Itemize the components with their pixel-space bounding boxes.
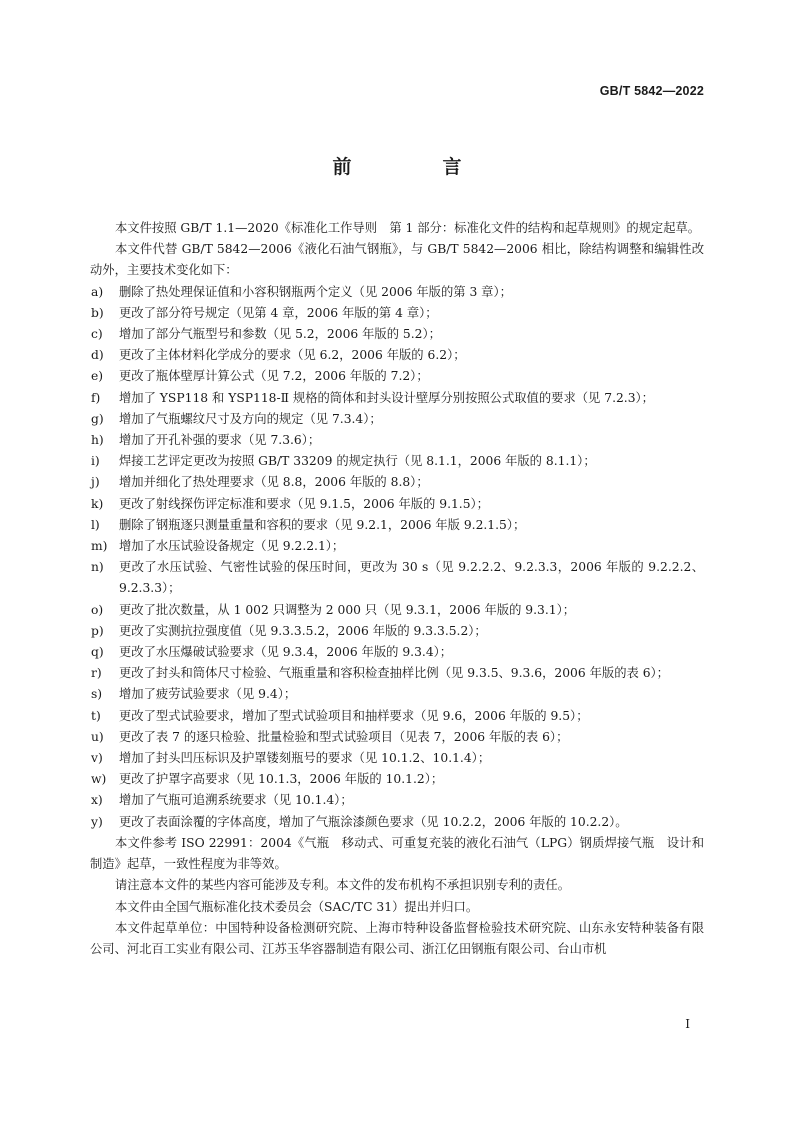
change-list [90,282,704,833]
change-item-label: p) [91,623,104,638]
change-item-label: i) [91,454,100,469]
paragraph: 请注意本文件的某些内容可能涉及专利。本文件的发布机构不承担识别专利的责任。 [115,878,570,893]
change-item-text: 增加了水压试验设备规定（见 9.2.2.1）； [119,539,345,554]
change-item-text: 增加了疲劳试验要求（见 9.4）； [119,687,297,702]
change-item-text: 增加了封头凹压标识及护罩镂刻瓶号的要求（见 10.1.2、10.1.4）； [119,751,491,766]
change-item [90,494,704,515]
change-item [90,472,704,493]
change-item-text: 增加了气瓶可追溯系统要求（见 10.1.4）； [119,793,353,808]
standard-code: GB/T 5842—2022 [599,84,704,98]
change-item-text: 增加了 YSP118 和 YSP118-Ⅱ 规格的筒体和封头设计壁厚分别按照公式取值的要求（见 7.2.3）； [119,390,654,405]
change-item [90,282,704,303]
change-item-text: 更改了表面涂覆的字体高度，增加了气瓶涂漆颜色要求（见 10.2.2，2006 年版的 10.2.2）。 [119,814,628,829]
change-item-label: d) [91,348,104,363]
change-item-label: o) [91,602,104,617]
change-item [90,790,704,811]
change-item-label: v) [91,751,103,766]
change-item-text: 更改了射线探伤评定标准和要求（见 9.1.5，2006 年版的 9.1.5）； [119,496,489,511]
change-item-label: a) [91,284,104,299]
change-item-label: y) [91,814,103,829]
change-item [90,706,704,727]
change-item-text: 删除了钢瓶逐只测量重量和容积的要求（见 9.2.1，2006 年版 9.2.1.5）； [119,517,526,532]
change-item [90,769,704,790]
change-item [90,812,704,833]
change-item [90,345,704,366]
change-item-label: t) [91,708,101,723]
change-item-label: b) [91,305,104,320]
change-item-label: f) [91,390,101,405]
change-item [90,324,704,345]
change-item [90,727,704,748]
change-item [90,621,704,642]
change-item [90,600,704,621]
change-item-text: 更改了护罩字高要求（见 10.1.3，2006 年版的 10.1.2）； [119,772,444,787]
document-body [90,218,704,960]
change-item-text: 更改了实测抗拉强度值（见 9.3.3.5.2，2006 年版的 9.3.3.5.2）； [119,623,487,638]
change-item-label: g) [91,411,104,426]
change-item-label: j) [91,475,100,490]
change-item-label: r) [91,666,102,681]
paragraph: 本文件参考 ISO 22991：2004《气瓶 移动式、可重复充装的液化石油气（LPG）钢质焊接气瓶 设计和制造》起草，一致性程度为非等效。 [90,835,704,872]
change-item-text: 增加了气瓶螺纹尺寸及方向的规定（见 7.3.4）； [119,411,382,426]
change-item [90,536,704,557]
paragraph: 本文件按照 GB/T 1.1—2020《标准化工作导则 第 1 部分：标准化文件的结构和起草规则》的规定起草。 [115,221,701,235]
change-item-text: 更改了主体材料化学成分的要求（见 6.2，2006 年版的 6.2）； [119,348,466,363]
change-item [90,642,704,663]
change-item [90,388,704,409]
change-item [90,303,704,324]
change-item-text: 更改了部分符号规定（见第 4 章，2006 年版的第 4 章）； [119,305,438,320]
change-item [90,409,704,430]
change-item-text: 增加并细化了热处理要求（见 8.8，2006 年版的 8.8）； [119,475,429,490]
change-item-label: x) [91,793,103,808]
change-item-label: s) [91,687,103,702]
change-item-label: l) [91,517,100,532]
change-item-text: 删除了热处理保证值和小容积钢瓶两个定义（见 2006 年版的第 3 章）； [119,284,512,299]
change-item-label: n) [91,560,104,575]
change-item-text: 更改了批次数量，从 1 002 只调整为 2 000 只（见 9.3.1，2006 年版的 9.3.1）； [119,602,576,617]
change-item-text: 更改了瓶体壁厚计算公式（见 7.2，2006 年版的 7.2）； [119,369,429,384]
paragraph: 本文件起草单位：中国特种设备检测研究院、上海市特种设备监督检验技术研究院、山东永安特种装备有限公司、河北百工实业有限公司、江苏玉华容器制造有限公司、浙江亿田钢瓶有限公司、台山市机 [90,920,704,956]
change-item-text: 更改了封头和筒体尺寸检验、气瓶重量和容积检查抽样比例（见 9.3.5、9.3.6，2006 年版的表 6）； [119,666,669,681]
change-item-label: e) [91,369,104,384]
page-title: 前 言 [332,156,498,178]
change-item [90,515,704,536]
change-item-label: k) [91,496,104,511]
change-item-label: h) [91,433,104,448]
change-item [90,430,704,451]
change-item-label: c) [91,327,103,342]
change-item [90,684,704,705]
change-item-text: 焊接工艺评定更改为按照 GB/T 33209 的规定执行（见 8.1.1，2006 年版的 8.1.1）； [119,454,596,469]
change-item-label: q) [91,645,104,660]
change-item [90,366,704,387]
change-item-text: 更改了水压试验、气密性试验的保压时间，更改为 30 s（见 9.2.2.2、9.2.3.3，2006 年版的 9.2.2.2、9.2.3.3）； [119,560,704,596]
change-item-text: 增加了部分气瓶型号和参数（见 5.2，2006 年版的 5.2）； [119,327,441,342]
change-item-text: 更改了表 7 的逐只检验、批量检验和型式试验项目（见表 7，2006 年版的表 6）； [119,729,569,744]
page-number: I [685,1017,690,1031]
change-item [90,748,704,769]
change-item-label: u) [91,729,104,744]
change-item [90,663,704,684]
change-item-label: w) [91,772,107,787]
paragraph: 本文件代替 GB/T 5842—2006《液化石油气钢瓶》，与 GB/T 5842—2006 相比，除结构调整和编辑性改动外，主要技术变化如下： [90,242,704,278]
change-item-text: 更改了水压爆破试验要求（见 9.3.4，2006 年版的 9.3.4）； [119,645,453,660]
change-item [90,451,704,472]
change-item-text: 增加了开孔补强的要求（见 7.3.6）； [119,433,321,448]
paragraph: 本文件由全国气瓶标准化技术委员会（SAC/TC 31）提出并归口。 [115,899,479,914]
change-item-text: 更改了型式试验要求，增加了型式试验项目和抽样要求（见 9.6，2006 年版的 9.5）； [119,708,589,723]
change-item [90,557,704,599]
change-item-label: m) [91,539,108,554]
